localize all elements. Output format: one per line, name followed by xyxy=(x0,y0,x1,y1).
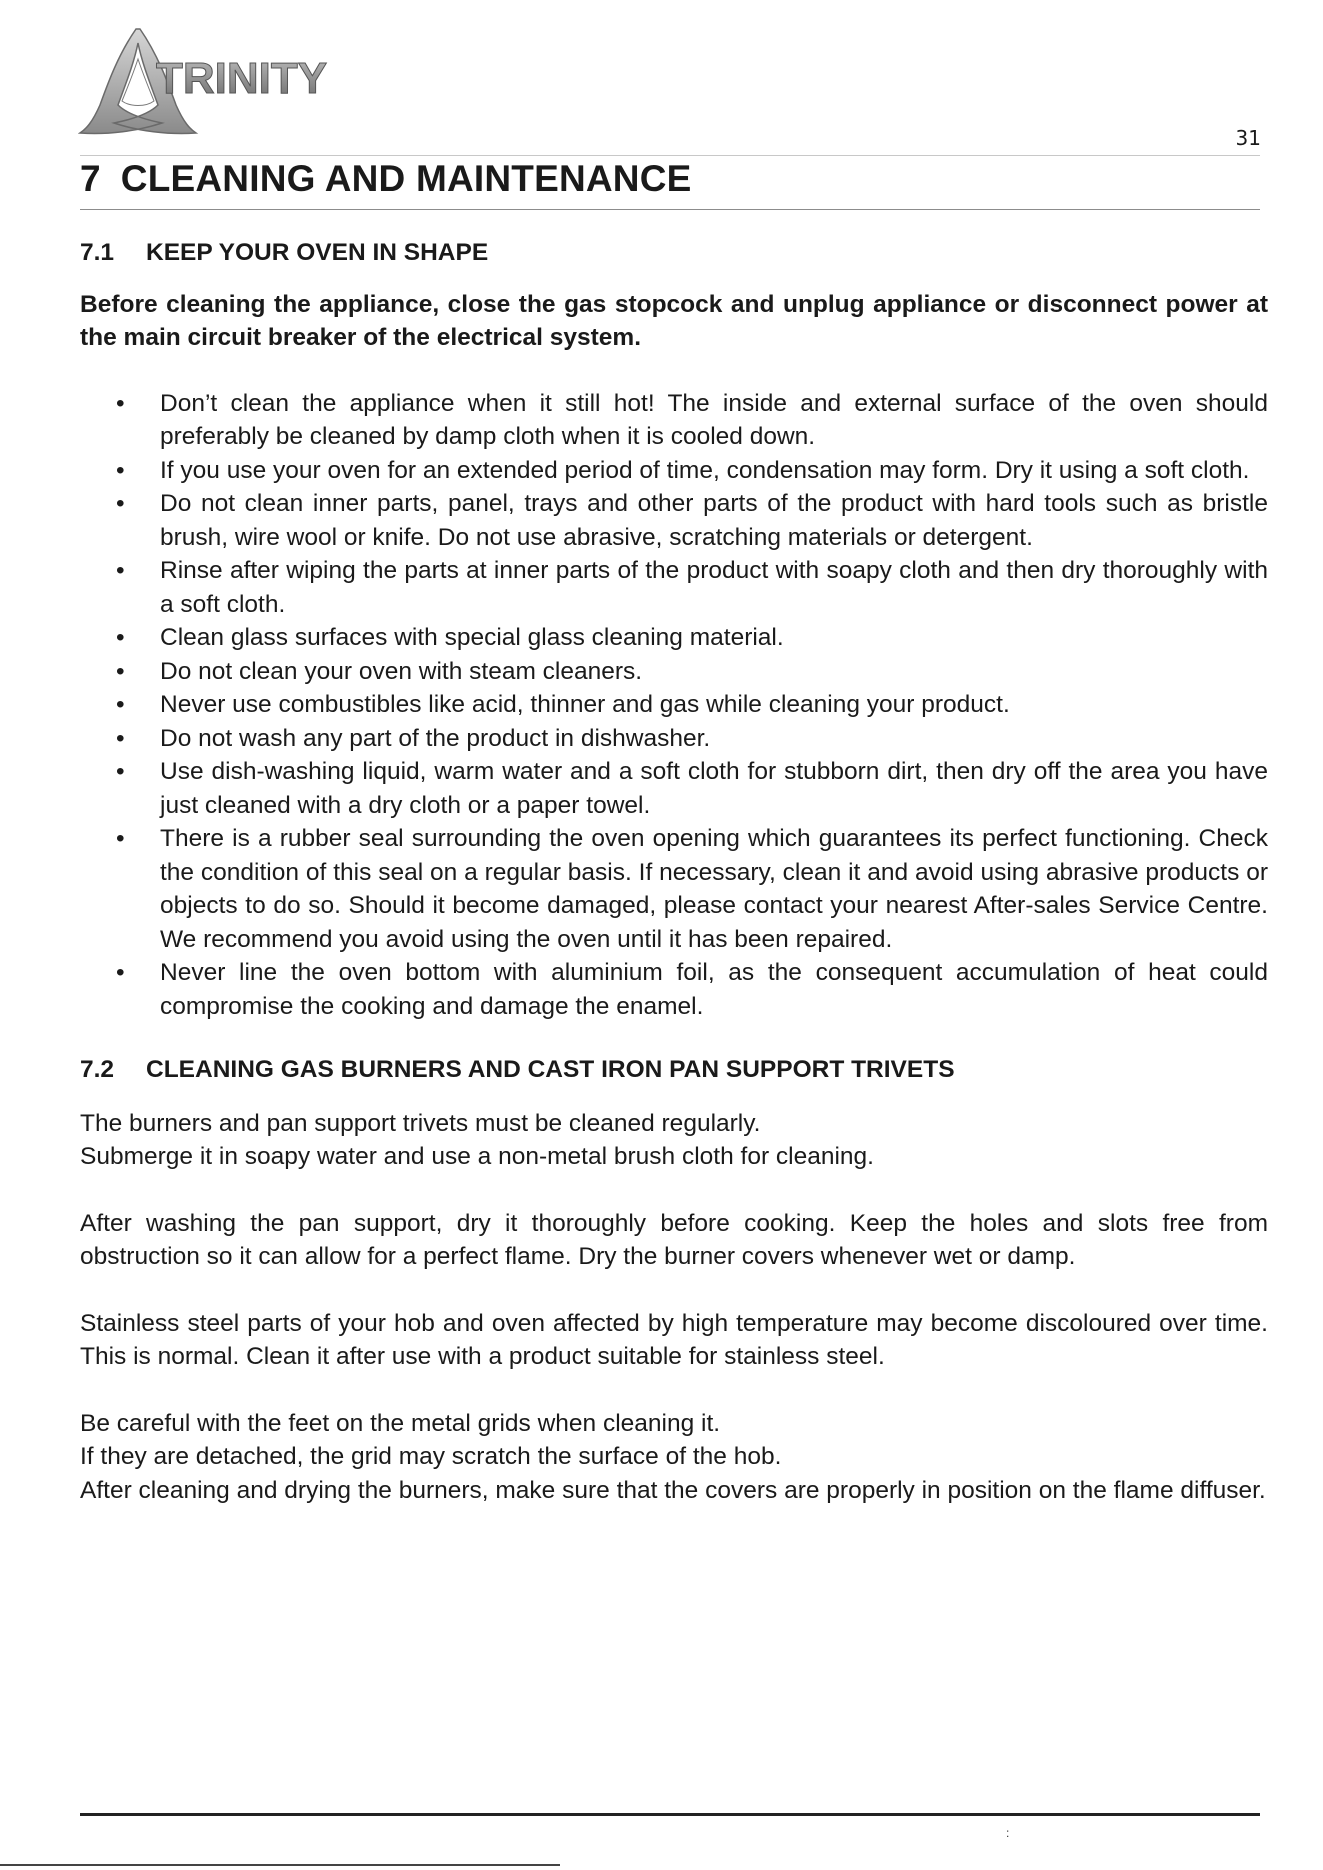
page-content xyxy=(80,236,1268,1507)
trinity-logo xyxy=(78,25,398,137)
chapter-title xyxy=(80,158,692,200)
list-item: • There is a rubber seal surrounding the oven opening which guarantees its perfect functioning. Check the condition of this seal on a regular basis. If necessary, clean it and avoid using abrasive products or objects to do so. Should it become damaged, please contact your nearest After-sales Service Centre. We recommend you avoid using the oven until it has been repaired. xyxy=(80,822,1268,956)
header-rule xyxy=(80,155,1260,156)
bullet-icon: • xyxy=(116,557,125,584)
paragraph: After washing the pan support, dry it thoroughly before cooking. Keep the holes and slots free from obstruction so it can allow for a perfect flame. Dry the burner covers whenever wet or damp. xyxy=(80,1209,1268,1270)
page-edge-line xyxy=(0,1864,560,1866)
paragraph: Stainless steel parts of your hob and oven affected by high temperature may become discoloured over time. This is normal. Clean it after use with a product suitable for stainless steel. xyxy=(80,1309,1268,1370)
bullet-icon: • xyxy=(116,657,125,685)
footer-rule xyxy=(80,1813,1260,1816)
list-item: • Never use combustibles like acid, thinner and gas while cleaning your product. xyxy=(80,688,1268,722)
list-item: • Do not clean inner parts, panel, trays and other parts of the product with hard tools such as bristle brush, wire wool or knife. Do not use abrasive, scratching materials or detergent. xyxy=(80,487,1268,554)
title-rule xyxy=(80,209,1260,210)
list-item: • Never line the oven bottom with aluminium foil, as the consequent accumulation of heat could compromise the cooking and damage the enamel. xyxy=(80,956,1268,1023)
chapter-number: 7 xyxy=(80,158,101,199)
list-item: • Do not clean your oven with steam cleaners. xyxy=(80,655,1268,689)
section-heading-7-1 xyxy=(80,236,1268,270)
paragraph: Submerge it in soapy water and use a non-metal brush cloth for cleaning. xyxy=(80,1143,874,1170)
safety-warning: Before cleaning the appliance, close the gas stopcock and unplug appliance or disconnect power at the main circuit breaker of the electrical system. xyxy=(80,290,1268,351)
list-item: • Don’t clean the appliance when it still hot! The inside and external surface of the oven should preferably be cleaned by damp cloth when it is cooled down. xyxy=(80,387,1268,454)
footer-mark: : xyxy=(1006,1826,1010,1840)
svg-text:TRINITY: TRINITY xyxy=(156,54,328,103)
bullet-icon: • xyxy=(116,959,125,986)
list-item: • Clean glass surfaces with special glass cleaning material. xyxy=(80,621,1268,655)
cleaning-tips-list xyxy=(80,387,1268,1024)
section-number: 7.1 xyxy=(80,239,115,266)
bullet-icon: • xyxy=(116,456,125,484)
paragraph: If they are detached, the grid may scratch the surface of the hob. xyxy=(80,1443,782,1470)
list-item: • Use dish-washing liquid, warm water and a soft cloth for stubborn dirt, then dry off the area you have just cleaned with a dry cloth or a paper towel. xyxy=(80,755,1268,822)
chapter-title-text: CLEANING AND MAINTENANCE xyxy=(120,158,692,199)
list-item: • Rinse after wiping the parts at inner parts of the product with soapy cloth and then dry thoroughly with a soft cloth. xyxy=(80,554,1268,621)
bullet-icon: • xyxy=(116,624,125,651)
page-number: 31 xyxy=(1235,126,1261,150)
section-heading-7-2 xyxy=(80,1053,1268,1087)
list-item: • If you use your oven for an extended period of time, condensation may form. Dry it using a soft cloth. xyxy=(80,454,1268,488)
section-title: KEEP YOUR OVEN IN SHAPE xyxy=(146,239,489,266)
section-number: 7.2 xyxy=(80,1056,115,1083)
section-title: CLEANING GAS BURNERS AND CAST IRON PAN SUPPORT TRIVETS xyxy=(146,1056,955,1083)
bullet-icon: • xyxy=(116,490,125,517)
bullet-icon: • xyxy=(116,825,125,852)
bullet-icon: • xyxy=(116,758,125,785)
paragraph: The burners and pan support trivets must be cleaned regularly. xyxy=(80,1109,761,1137)
bullet-icon: • xyxy=(116,691,125,718)
paragraph: Be careful with the feet on the metal grids when cleaning it. xyxy=(80,1409,721,1437)
bullet-icon: • xyxy=(116,389,125,417)
bullet-icon: • xyxy=(116,724,125,752)
list-item: • Do not wash any part of the product in dishwasher. xyxy=(80,722,1268,756)
paragraph: After cleaning and drying the burners, make sure that the covers are properly in position on the flame diffuser. xyxy=(80,1476,1266,1504)
